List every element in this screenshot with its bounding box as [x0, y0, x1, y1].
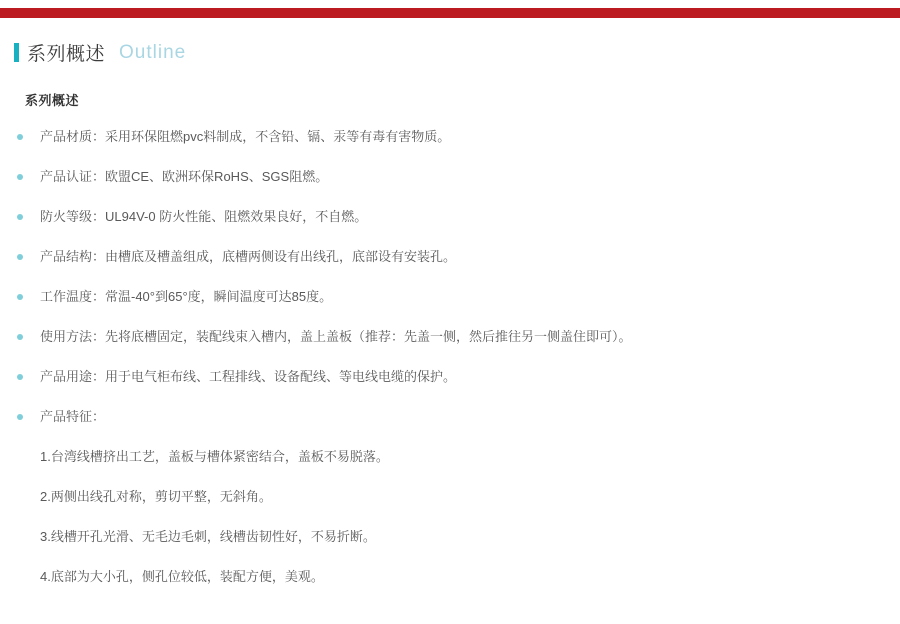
bullet-text: 产品用途：用于电气柜布线、工程排线、设备配线、等电线电缆的保护。: [40, 369, 457, 384]
top-red-divider-bar: [0, 8, 900, 18]
outline-list: [0, 117, 900, 597]
bullet-dot-icon: [17, 134, 23, 140]
content-heading: 系列概述: [25, 93, 80, 108]
bullet-dot-icon: [17, 254, 23, 260]
bullet-text: 产品认证：欧盟CE、欧洲环保RoHS、SGS阻燃。: [40, 169, 329, 184]
section-header: [14, 39, 186, 66]
bullet-item: [0, 157, 900, 197]
bullet-text: 防火等级：UL94V-0 防火性能、阻燃效果良好，不自燃。: [40, 209, 368, 224]
bullet-item: [0, 237, 900, 277]
bullet-dot-icon: [17, 414, 23, 420]
feature-item: [0, 437, 900, 477]
bullet-item: [0, 317, 900, 357]
bullet-dot-icon: [17, 174, 23, 180]
bullet-item: [0, 117, 900, 157]
bullet-text: 使用方法：先将底槽固定，装配线束入槽内，盖上盖板（推荐：先盖一侧，然后推往另一侧盖住即可）。: [40, 329, 632, 344]
bullet-dot-icon: [17, 214, 23, 220]
feature-text: 3.线槽开孔光滑、无毛边毛刺，线槽齿韧性好，不易折断。: [40, 529, 376, 544]
feature-text: 1.台湾线槽挤出工艺，盖板与槽体紧密结合，盖板不易脱落。: [40, 449, 389, 464]
bullet-item: [0, 357, 900, 397]
bullet-dot-icon: [17, 294, 23, 300]
feature-item: [0, 517, 900, 557]
bullet-text: 工作温度：常温-40°到65°度，瞬间温度可达85度。: [40, 289, 333, 304]
bullet-item: [0, 397, 900, 437]
feature-item: [0, 477, 900, 517]
bullet-item: [0, 197, 900, 237]
bullet-text: 产品特征：: [40, 409, 106, 424]
feature-item: [0, 557, 900, 597]
feature-text: 2.两侧出线孔对称，剪切平整，无斜角。: [40, 489, 272, 504]
bullet-text: 产品结构：由槽底及槽盖组成，底槽两侧设有出线孔，底部设有安装孔。: [40, 249, 457, 264]
section-title-cn: 系列概述: [27, 44, 106, 65]
bullet-item: [0, 277, 900, 317]
feature-text: 4.底部为大小孔，侧孔位较低，装配方便，美观。: [40, 569, 324, 584]
teal-accent-bar-icon: [14, 43, 19, 62]
bullet-text: 产品材质：采用环保阻燃pvc料制成，不含铅、镉、汞等有毒有害物质。: [40, 129, 451, 144]
section-title-en: Outline: [119, 41, 187, 63]
bullet-dot-icon: [17, 374, 23, 380]
bullet-dot-icon: [17, 334, 23, 340]
